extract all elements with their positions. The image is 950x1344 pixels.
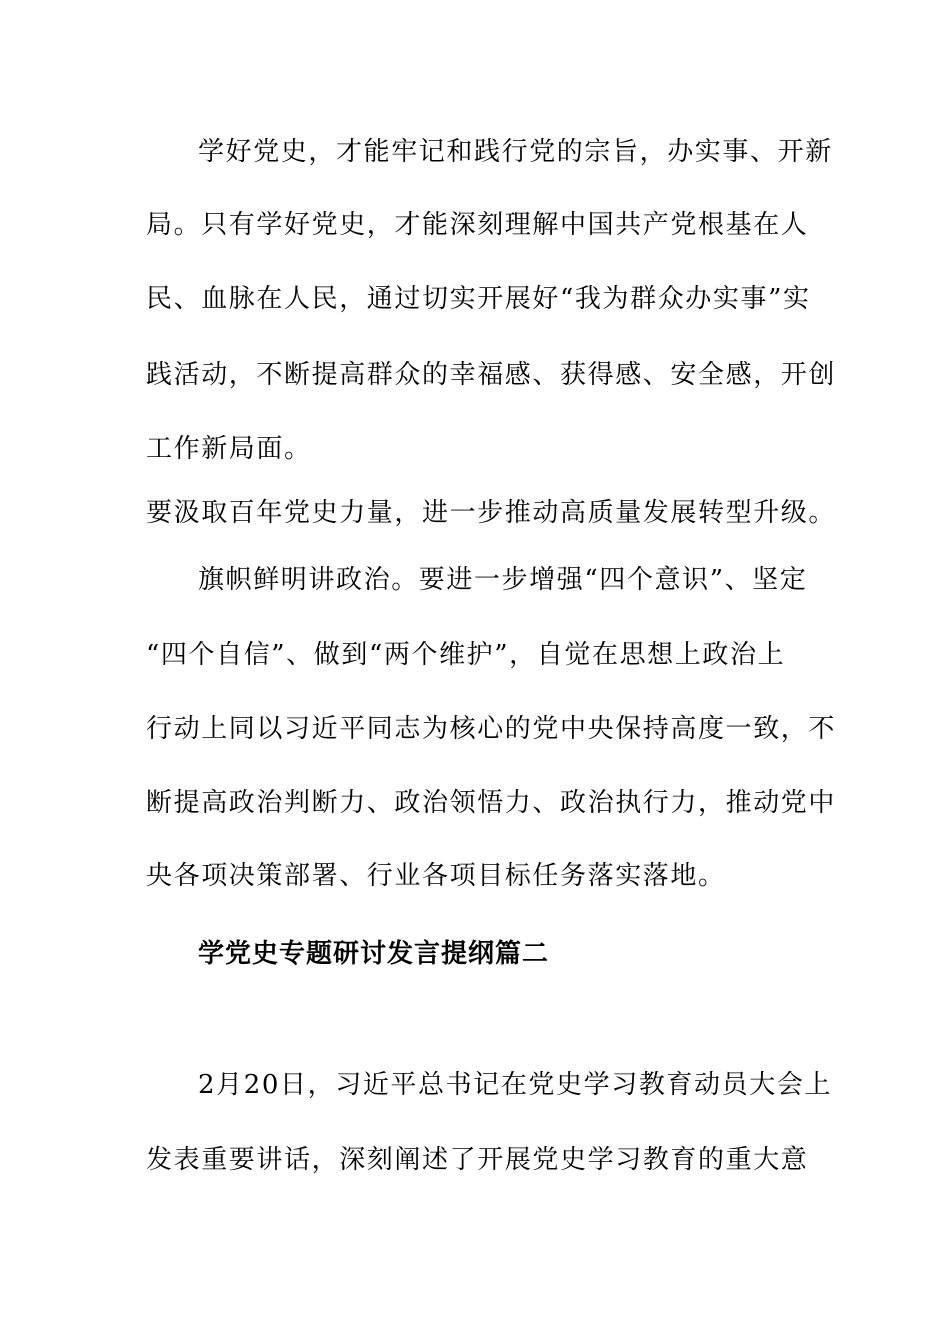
section-heading: 学党史专题研讨发言提纲篇二 <box>198 939 550 969</box>
paragraph-4-line-1: 2月20日，习近平总书记在党史学习教育动员大会上 <box>198 1070 833 1100</box>
paragraph-1-line-4: 践活动，不断提高群众的幸福感、获得感、安全感，开创 <box>146 360 837 390</box>
paragraph-1-line-2: 局。只有学好党史，才能深刻理解中国共产党根基在人 <box>146 210 809 240</box>
paragraph-1-line-1: 学好党史，才能牢记和践行党的宗旨，办实事、开新 <box>198 137 833 167</box>
paragraph-4-line-2: 发表重要讲话，深刻阐述了开展党史学习教育的重大意 <box>146 1145 809 1175</box>
paragraph-3-line-1: 旗帜鲜明讲政治。要进一步增强“四个意识”、坚定 <box>198 565 808 595</box>
paragraph-2-line-1: 要汲取百年党史力量，进一步推动高质量发展转型升级。 <box>146 498 837 528</box>
paragraph-1-line-5: 工作新局面。 <box>146 434 312 464</box>
paragraph-3-line-5: 央各项决策部署、行业各项目标任务落实落地。 <box>146 861 726 891</box>
paragraph-3-line-4: 断提高政治判断力、政治领悟力、政治执行力，推动党中 <box>146 788 837 818</box>
paragraph-3-line-2: “四个自信”、做到“两个维护”，自觉在思想上政治上 <box>146 640 786 670</box>
paragraph-3-line-3: 行动上同以习近平同志为核心的党中央保持高度一致，不 <box>146 714 837 744</box>
paragraph-1-line-3: 民、血脉在人民，通过切实开展好“我为群众办实事”实 <box>146 284 811 314</box>
